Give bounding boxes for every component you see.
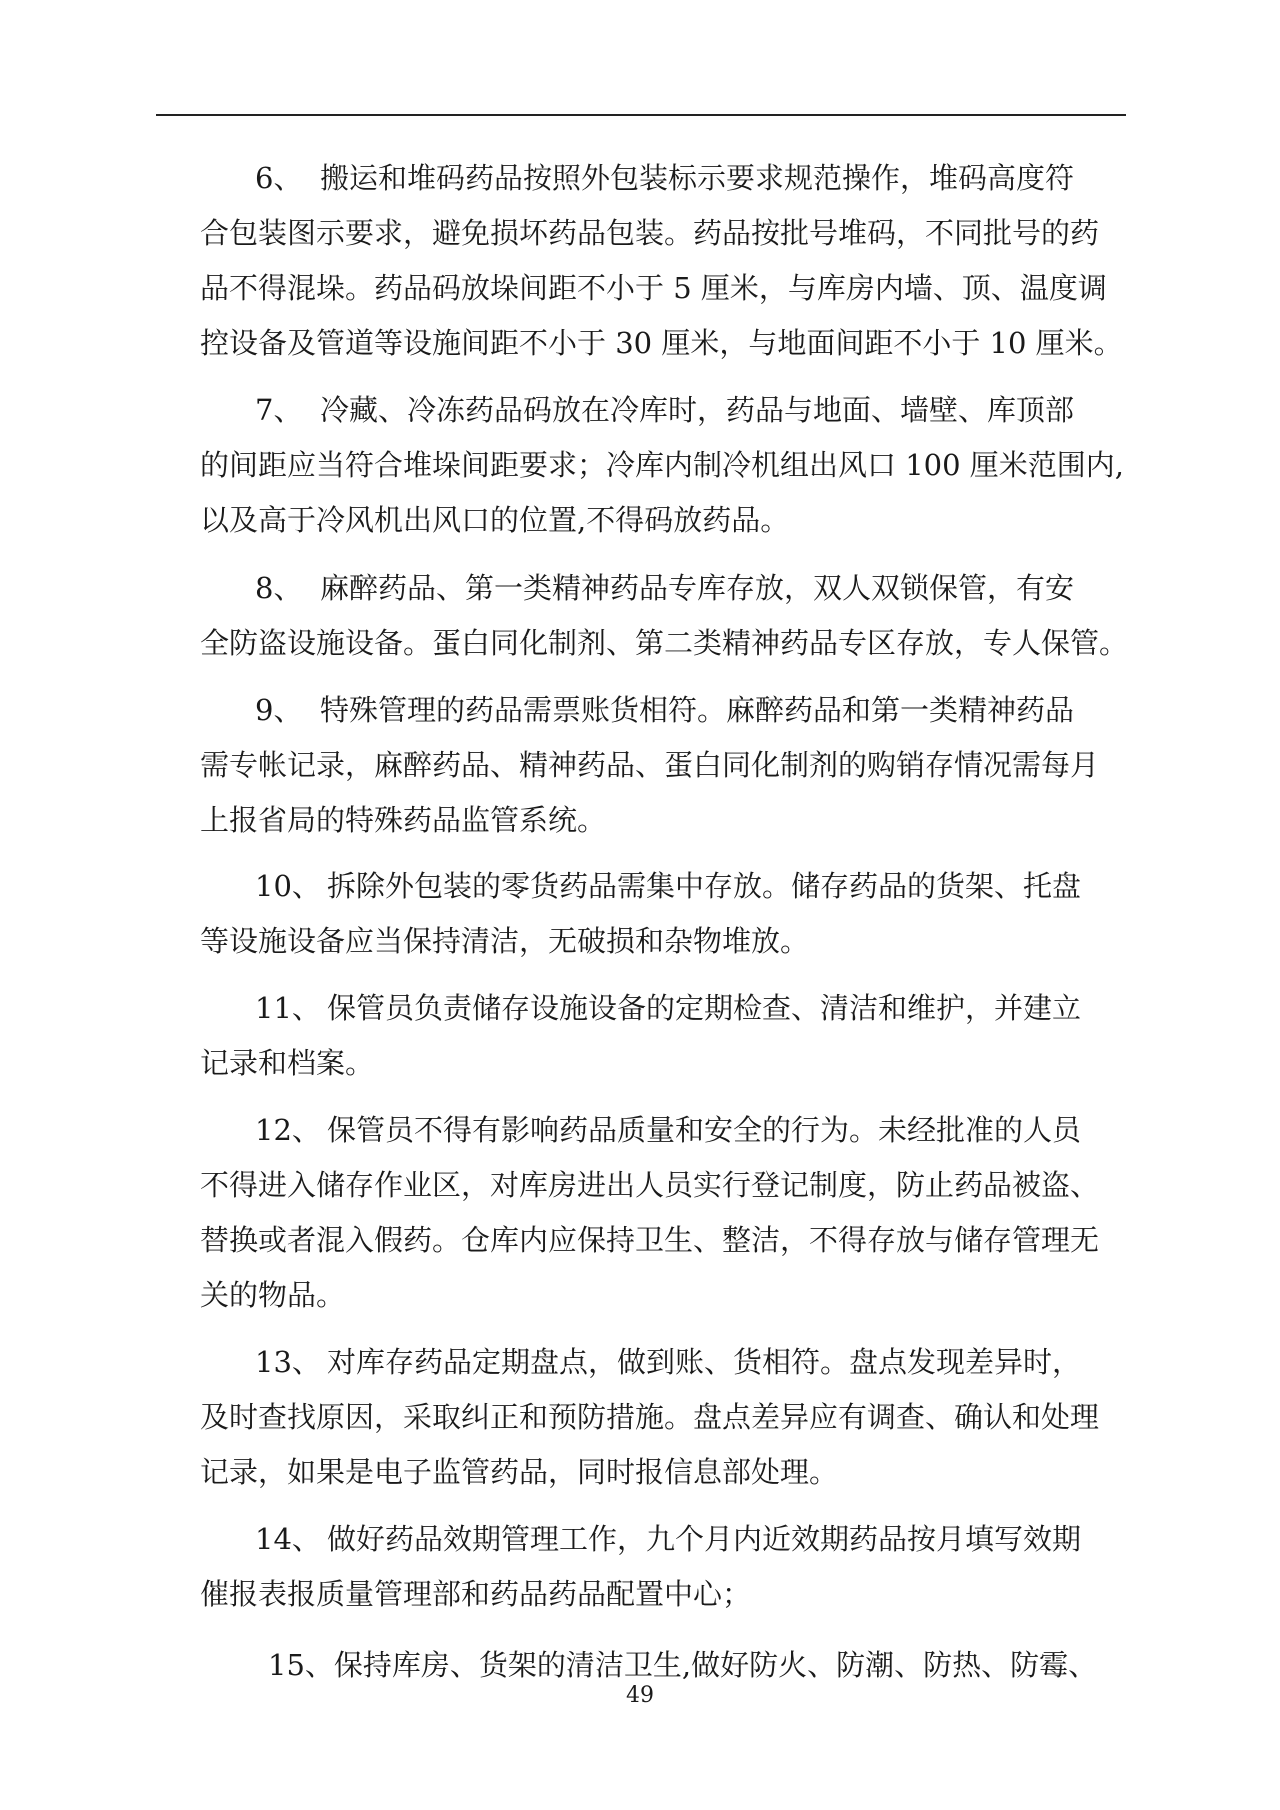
item-13-number: 13、 bbox=[255, 1345, 321, 1379]
item-9-line-2: 需专帐记录，麻醉药品、精神药品、蛋白同化制剂的购销存情况需每月 bbox=[200, 748, 1100, 782]
item-6-line-3: 品不得混垛。药品码放垛间距不小于 5 厘米，与库房内墙、顶、温度调 bbox=[200, 271, 1107, 305]
item-7-line-3: 以及高于冷风机出风口的位置,不得码放药品。 bbox=[200, 503, 790, 537]
item-14-number: 14、 bbox=[255, 1522, 321, 1556]
item-13-line-1: 13、 对库存药品定期盘点，做到账、货相符。盘点发现差异时， bbox=[255, 1342, 1081, 1382]
page-number: 49 bbox=[626, 1683, 654, 1708]
item-12-line-2: 不得进入储存作业区，对库房进出人员实行登记制度，防止药品被盗、 bbox=[200, 1168, 1100, 1202]
item-9-line-3: 上报省局的特殊药品监管系统。 bbox=[200, 803, 607, 837]
item-15-line-1: 15、保持库房、货架的清洁卫生,做好防火、防潮、防热、防霉、 bbox=[268, 1645, 1097, 1685]
item-14-line-1: 14、 做好药品效期管理工作，九个月内近效期药品按月填写效期 bbox=[255, 1519, 1081, 1559]
item-12-line-1: 12、 保管员不得有影响药品质量和安全的行为。未经批准的人员 bbox=[255, 1110, 1081, 1150]
item-14-line-2: 催报表报质量管理部和药品药品配置中心； bbox=[200, 1577, 752, 1611]
item-7-line-1: 7、 冷藏、冷冻药品码放在冷库时，药品与地面、墙壁、库顶部 bbox=[255, 390, 1074, 430]
item-8-line-1: 8、 麻醉药品、第一类精神药品专库存放，双人双锁保管，有安 bbox=[255, 568, 1074, 608]
item-10-number: 10、 bbox=[255, 869, 321, 903]
item-6-line-2: 合包装图示要求，避免损坏药品包装。药品按批号堆码，不同批号的药 bbox=[200, 216, 1100, 250]
item-6-line-4: 控设备及管道等设施间距不小于 30 厘米，与地面间距不小于 10 厘米。 bbox=[200, 326, 1123, 360]
item-7-line-2: 的间距应当符合堆垛间距要求；冷库内制冷机组出风口 100 厘米范围内, bbox=[200, 448, 1125, 482]
header-rule bbox=[156, 114, 1126, 116]
item-10-line-1: 10、 拆除外包装的零货药品需集中存放。储存药品的货架、托盘 bbox=[255, 866, 1081, 906]
item-11-line-2: 记录和档案。 bbox=[200, 1046, 375, 1080]
item-10-line-2: 等设施设备应当保持清洁，无破损和杂物堆放。 bbox=[200, 924, 810, 958]
item-6-line-1: 6、 搬运和堆码药品按照外包装标示要求规范操作，堆码高度符 bbox=[255, 158, 1074, 198]
item-9-number: 9、 bbox=[255, 693, 303, 727]
item-6-number: 6、 bbox=[255, 161, 303, 195]
item-15-number: 15、 bbox=[268, 1648, 334, 1682]
item-13-line-3: 记录，如果是电子监管药品，同时报信息部处理。 bbox=[200, 1455, 839, 1489]
item-13-line-2: 及时查找原因，采取纠正和预防措施。盘点差异应有调查、确认和处理 bbox=[200, 1400, 1100, 1434]
item-12-line-4: 关的物品。 bbox=[200, 1278, 346, 1312]
item-9-line-1: 9、 特殊管理的药品需票账货相符。麻醉药品和第一类精神药品 bbox=[255, 690, 1074, 730]
item-8-number: 8、 bbox=[255, 571, 303, 605]
item-8-line-2: 全防盗设施设备。蛋白同化制剂、第二类精神药品专区存放，专人保管。 bbox=[200, 626, 1129, 660]
item-11-line-1: 11、 保管员负责储存设施设备的定期检查、清洁和维护，并建立 bbox=[255, 988, 1081, 1028]
item-12-number: 12、 bbox=[255, 1113, 321, 1147]
item-7-number: 7、 bbox=[255, 393, 303, 427]
item-11-number: 11、 bbox=[255, 991, 321, 1025]
item-12-line-3: 替换或者混入假药。仓库内应保持卫生、整洁，不得存放与储存管理无 bbox=[200, 1223, 1100, 1257]
